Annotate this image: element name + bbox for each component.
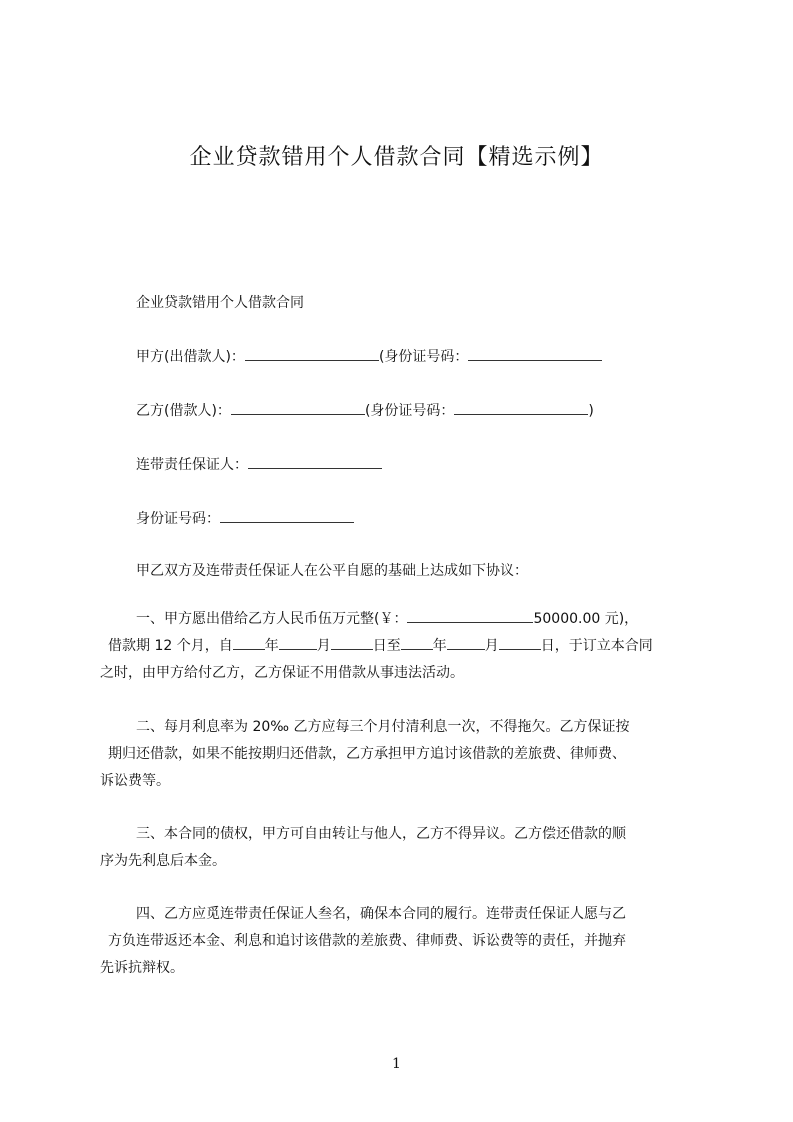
party-b-line [136,400,594,420]
clause-1-text-a: 一、甲方愿出借给乙方人民币伍万元整(￥： [136,611,408,627]
guarantor-id-label: 身份证号码： [136,511,220,527]
party-a-id-label: (身份证号码： [378,349,469,365]
clause-1-text-b: 50000.00 元)， [533,611,639,627]
end-day-label: 日，于订立本合同 [540,638,653,654]
clause-3-row-2: 序为先利息后本金。 [100,853,226,869]
page-number: 1 [392,1056,401,1072]
guarantor-id-blank[interactable] [220,510,354,523]
clause-2-row-3: 诉讼费等。 [100,773,170,789]
clause-1 [100,606,700,687]
start-month-blank[interactable] [279,637,317,650]
guarantor-label: 连带责任保证人： [136,457,248,473]
clause-1-term-text: 借款期 12 个月，自 [108,638,233,654]
clause-4-row-2: 方负连带返还本金、利息和追讨该借款的差旅费、律师费、诉讼费等的责任，并抛弃 [108,933,626,949]
clause-1-amount-blank[interactable] [407,610,533,623]
clause-3-row-1: 三、本合同的债权，甲方可自由转让与他人，乙方不得异议。乙方偿还借款的顺 [136,826,626,842]
guarantor-id-line [136,508,354,528]
end-year-blank[interactable] [401,637,433,650]
document-title: 企业贷款错用个人借款合同【精选示例】 [189,145,604,170]
start-year-blank[interactable] [233,637,265,650]
party-b-label: 乙方(借款人)： [136,403,231,419]
guarantor-line [136,454,382,474]
clause-2-row-2: 期归还借款，如果不能按期归还借款，乙方承担甲方追讨该借款的差旅费、律师费、 [108,746,626,762]
start-year-label: 年 [264,638,279,654]
start-day-blank[interactable] [331,637,373,650]
guarantor-name-blank[interactable] [248,456,382,469]
party-b-id-label: (身份证号码： [364,403,455,419]
party-a-id-blank[interactable] [468,348,602,361]
end-month-label: 月 [484,638,499,654]
clause-4-row-3: 先诉抗辩权。 [100,960,184,976]
clause-1-row-1 [100,606,700,633]
clause-4 [100,901,700,982]
party-a-label: 甲方(出借款人)： [136,349,245,365]
start-day-label: 日至 [372,638,401,654]
contract-subtitle: 企业贷款错用个人借款合同 [136,295,304,311]
start-month-label: 月 [316,638,331,654]
party-b-id-blank[interactable] [454,402,588,415]
end-day-blank[interactable] [499,637,541,650]
intro-text: 甲乙双方及连带责任保证人在公平自愿的基础上达成如下协议： [136,563,528,579]
clause-3 [100,821,700,875]
end-month-blank[interactable] [447,637,485,650]
clause-1-row-3: 之时，由甲方给付乙方，乙方保证不用借款从事违法活动。 [100,665,464,681]
end-year-label: 年 [432,638,447,654]
clause-4-row-1: 四、乙方应觅连带责任保证人叁名，确保本合同的履行。连带责任保证人愿与乙 [136,906,626,922]
clause-2 [100,714,700,795]
party-b-name-blank[interactable] [231,402,365,415]
clause-2-row-1: 二、每月利息率为 20‰ 乙方应每三个月付清利息一次，不得拖欠。乙方保证按 [136,719,630,735]
party-b-close: ) [588,403,594,419]
party-a-name-blank[interactable] [245,348,379,361]
party-a-line [136,346,602,366]
clause-1-row-2 [100,633,700,660]
